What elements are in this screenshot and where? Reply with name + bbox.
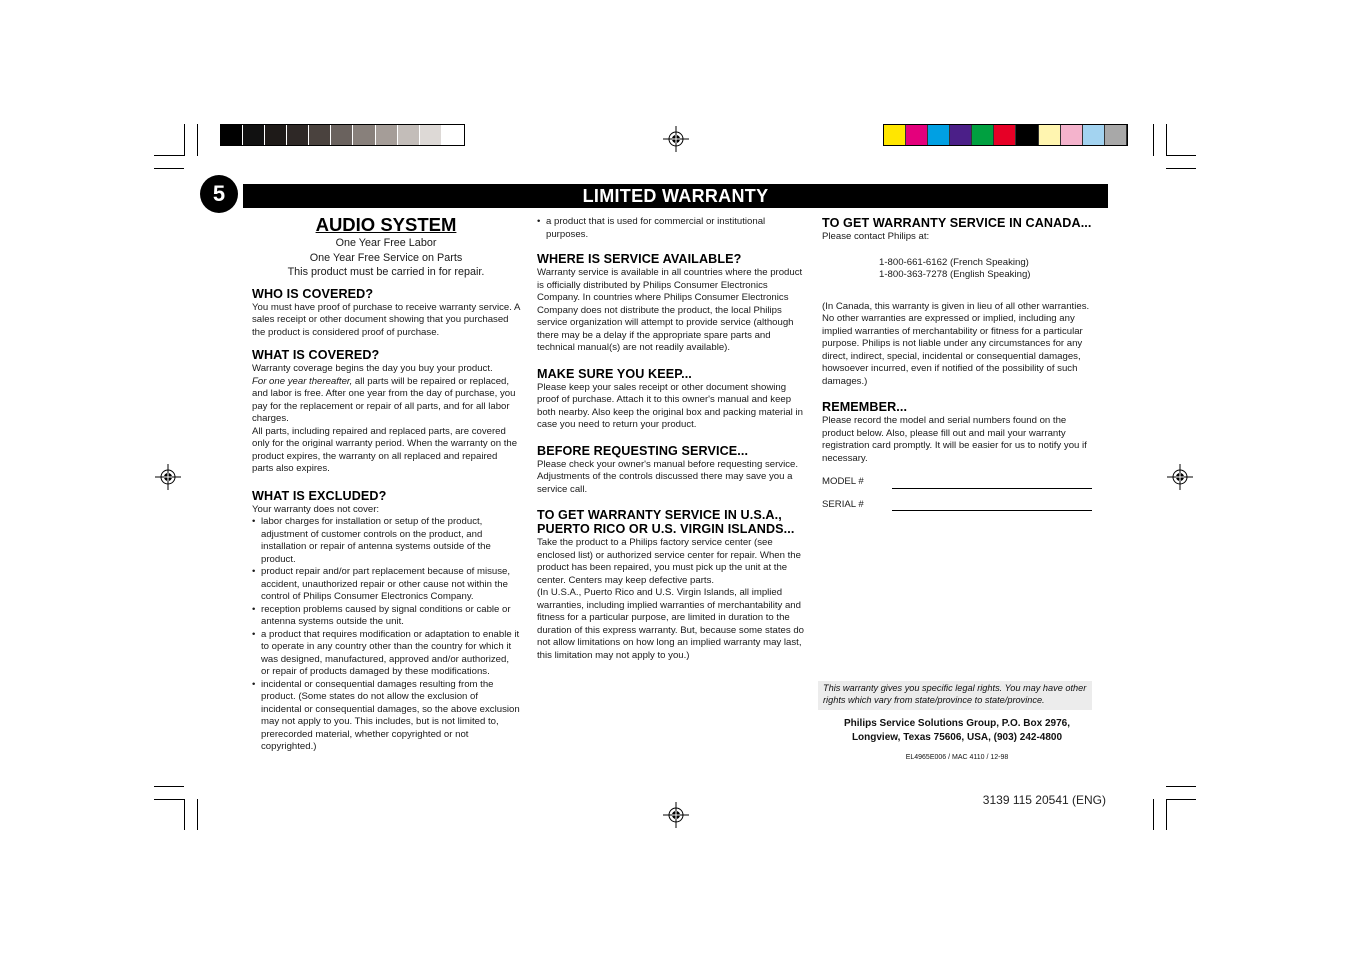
- before-service-heading: BEFORE REQUESTING SERVICE...: [537, 443, 749, 458]
- grey-swatch: [376, 125, 398, 145]
- color-swatch: [950, 125, 972, 145]
- list-item: • labor charges for installation or setup of the product, adjustment of customer controls on the product, and installation or repair of antenna systems outside of the product.: [252, 516, 520, 566]
- excluded-list-continued: [537, 216, 805, 241]
- registration-mark-icon: [663, 126, 689, 152]
- document-number: 3139 115 20541 (ENG): [982, 793, 1106, 807]
- color-swatch: [1039, 125, 1061, 145]
- color-swatch: [1105, 125, 1127, 145]
- color-swatch: [1016, 125, 1038, 145]
- process-color-bar: [883, 124, 1128, 146]
- grey-swatch: [353, 125, 375, 145]
- color-swatch: [1083, 125, 1105, 145]
- registration-mark-icon: [663, 802, 689, 828]
- where-service-text: Warranty service is available in all countries where the product is officially distributed by Philips Consumer Electronics Company. In countries where Philips Consumer Electronics Company does not distribute the product, the local Philips service organization will attempt to provide service (although there may be a delay if the appropriate spare parts and technical manual(s) are not readily available).: [537, 267, 803, 353]
- list-item: • incidental or consequential damages resulting from the product. (Some states do not allow the exclusion of incidental or consequential damages, so the above exclusion may not apply to you. This includes, but is not limited to, prerecorded material, whether copyrighted or not copyrighted.): [252, 679, 520, 754]
- grey-swatch: [309, 125, 331, 145]
- canada-phone-numbers: 1-800-661-6162 (French Speaking) 1-800-363-7278 (English Speaking): [879, 256, 1031, 280]
- list-item: • a product that is used for commercial or institutional purposes.: [537, 216, 805, 241]
- page-number-badge: 5: [200, 175, 238, 213]
- grey-swatch: [243, 125, 265, 145]
- canada-note: (In Canada, this warranty is given in lieu of all other warranties. No other warranties are expressed or implied, including any implied warranties of merchantability or fitness for a particular purpose. Philips is not liable under any circumstances for any direct, indirect, special, incidental or consequential damages, howsoever incurred, even if notified of the possibility of such damages.): [822, 300, 1090, 387]
- grey-swatch: [420, 125, 442, 145]
- grey-swatch: [265, 125, 287, 145]
- color-swatch: [1061, 125, 1083, 145]
- audio-system-title: AUDIO SYSTEM: [315, 214, 457, 235]
- color-swatch: [928, 125, 950, 145]
- grey-swatch: [331, 125, 353, 145]
- grey-swatch: [221, 125, 243, 145]
- what-covered-text: Warranty coverage begins the day you buy your product. For one year thereafter, all parts will be repaired or replaced, and labor is free. After one year from the day of purchase, you pay for the replacement or repair of all parts, and for all labor charges.: [252, 363, 516, 424]
- canada-contact-text: Please contact Philips at:: [822, 231, 930, 242]
- registration-mark-icon: [1167, 464, 1193, 490]
- color-swatch: [994, 125, 1016, 145]
- column-1: [252, 215, 520, 754]
- what-excluded-heading: WHAT IS EXCLUDED?: [252, 488, 387, 503]
- who-covered-text: You must have proof of purchase to receive warranty service. A sales receipt or other document showing that you purchased the product is considered proof of purchase.: [252, 301, 520, 338]
- who-covered-heading: WHO IS COVERED?: [252, 286, 374, 301]
- model-number-field[interactable]: MODEL #: [822, 476, 1092, 489]
- color-swatch: [906, 125, 928, 145]
- legal-rights-note: This warranty gives you specific legal rights. You may have other rights which vary from state/province to state/province.: [818, 681, 1092, 710]
- usa-service-heading: TO GET WARRANTY SERVICE IN U.S.A., PUERTO RICO OR U.S. VIRGIN ISLANDS...: [537, 508, 795, 536]
- canada-service-heading: TO GET WARRANTY SERVICE IN CANADA...: [822, 216, 1092, 230]
- usa-service-text: Take the product to a Philips factory service center (see enclosed list) or authorized service center for repair. When the product has been repaired, you must pick up the unit at the center. Centers may keep defective parts.: [537, 537, 801, 586]
- color-swatch: [884, 125, 906, 145]
- keep-text: Please keep your sales receipt or other document showing proof of purchase. Attach it to this owner's manual and keep both nearby. Also keep the original box and packing material in case you need to return your product.: [537, 381, 803, 430]
- coverage-summary: One Year Free Labor One Year Free Service on Parts This product must be carried in for repair.: [287, 237, 485, 278]
- what-covered-heading: WHAT IS COVERED?: [252, 348, 380, 362]
- where-service-heading: WHERE IS SERVICE AVAILABLE?: [537, 252, 742, 266]
- color-swatch: [972, 125, 994, 145]
- list-item: • a product that requires modification or adaptation to enable it to operate in any country other than the country for which it was designed, manufactured, approved and/or authorized, or repair of products damaged by these modifications.: [252, 629, 520, 679]
- service-address: Philips Service Solutions Group, P.O. Box 2976, Longview, Texas 75606, USA, (903) 242-4800: [844, 718, 1070, 743]
- list-item: • reception problems caused by signal conditions or cable or antenna systems outside the unit.: [252, 604, 520, 629]
- excluded-intro: Your warranty does not cover:: [252, 503, 380, 515]
- excluded-list: [252, 516, 520, 754]
- column-3: [822, 216, 1092, 511]
- grey-scale-bar: [220, 124, 465, 146]
- remember-text: Please record the model and serial numbers found on the product below. Also, please fill out and mail your warranty registration card promptly. It will be easier for us to notify you if necessary.: [822, 415, 1087, 464]
- grey-swatch: [442, 125, 464, 145]
- grey-swatch: [287, 125, 309, 145]
- document-code: EL4965E006 / MAC 4110 / 12-98: [905, 754, 1009, 761]
- list-item: • product repair and/or part replacement because of misuse, accident, unauthorized repair or other cause not within the control of Philips Consumer Electronics Company.: [252, 566, 520, 604]
- keep-heading: MAKE SURE YOU KEEP...: [537, 366, 692, 381]
- registration-mark-icon: [155, 464, 181, 490]
- grey-swatch: [398, 125, 420, 145]
- before-service-text: Please check your owner's manual before requesting service. Adjustments of the controls discussed there may save you a service call.: [537, 458, 798, 495]
- what-covered-text-2: All parts, including repaired and replaced parts, are covered only for the original warranty period. When the warranty on the product expires, the warranty on all replaced and repaired parts also expires.: [252, 425, 518, 474]
- serial-number-field[interactable]: SERIAL #: [822, 499, 1092, 512]
- page-title-banner: LIMITED WARRANTY: [243, 184, 1108, 208]
- remember-heading: REMEMBER...: [822, 400, 908, 414]
- usa-service-text-2: (In U.S.A., Puerto Rico and U.S. Virgin Islands, all implied warranties, including implied warranties of merchantability and fitness for a particular purpose, are limited in duration to the duration of this express warranty. But, because some states do not allow limitations on how long an implied warranty may last, this limitation may not apply to you.): [537, 587, 804, 661]
- column-2: [537, 216, 805, 662]
